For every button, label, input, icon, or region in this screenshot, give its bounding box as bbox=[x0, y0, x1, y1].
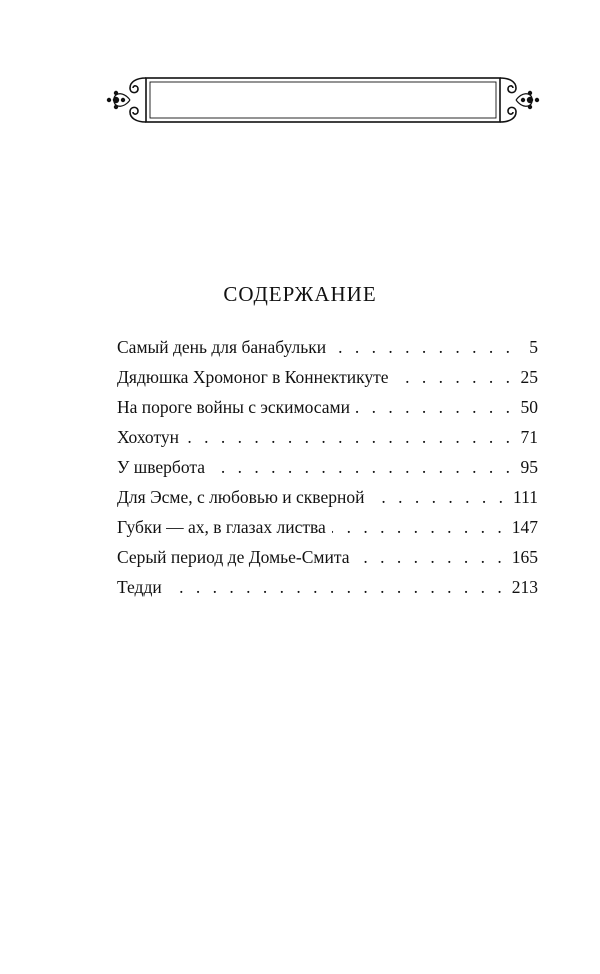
toc-entry-page: 147 bbox=[511, 517, 538, 537]
toc-entry-page: 95 bbox=[520, 457, 538, 477]
toc-entry[interactable] bbox=[117, 336, 538, 366]
page-title: СОДЕРЖАНИЕ bbox=[223, 282, 377, 306]
toc-entry-page: 50 bbox=[520, 397, 538, 417]
dot-leader bbox=[356, 396, 514, 418]
dot-leader bbox=[211, 456, 514, 478]
toc-entry[interactable] bbox=[117, 516, 538, 546]
dot-leader bbox=[395, 366, 514, 388]
frame-ornament-icon bbox=[106, 74, 540, 126]
toc-entry[interactable] bbox=[117, 396, 538, 426]
toc-entry[interactable] bbox=[117, 546, 538, 576]
toc-entry-title: Дядюшка Хромоног в Коннектикуте bbox=[117, 367, 389, 387]
table-of-contents bbox=[117, 336, 538, 606]
toc-entry[interactable] bbox=[117, 486, 538, 516]
toc-entry-page: 5 bbox=[529, 337, 538, 357]
toc-entry-title: Тедди bbox=[117, 577, 162, 597]
toc-entry[interactable] bbox=[117, 426, 538, 456]
toc-entry[interactable] bbox=[117, 366, 538, 396]
dot-leader bbox=[355, 546, 505, 568]
toc-entry-title: Самый день для банабульки bbox=[117, 337, 327, 357]
toc-entry-title: Хохотун bbox=[117, 427, 179, 447]
dot-leader bbox=[370, 486, 507, 508]
toc-entry-title: У швербота bbox=[117, 457, 205, 477]
toc-entry-page: 25 bbox=[520, 367, 538, 387]
toc-entry[interactable] bbox=[117, 456, 538, 486]
dot-leader bbox=[332, 516, 506, 538]
toc-entry[interactable] bbox=[117, 576, 538, 606]
toc-entry-page: 213 bbox=[511, 577, 538, 597]
toc-entry-title: Губки — ах, в глазах листва bbox=[117, 517, 326, 537]
dot-leader bbox=[168, 576, 506, 598]
toc-entry-page: 165 bbox=[511, 547, 538, 567]
toc-entry-title: Серый период де Домье-Смита bbox=[117, 547, 350, 567]
toc-entry-page: 71 bbox=[520, 427, 538, 447]
dot-leader bbox=[185, 426, 514, 448]
toc-entry-title: Для Эсме, с любовью и скверной bbox=[117, 487, 365, 507]
toc-entry-page: 111 bbox=[513, 487, 538, 507]
toc-entry-title: На пороге войны с эскимосами bbox=[117, 397, 350, 417]
dot-leader bbox=[332, 336, 514, 358]
